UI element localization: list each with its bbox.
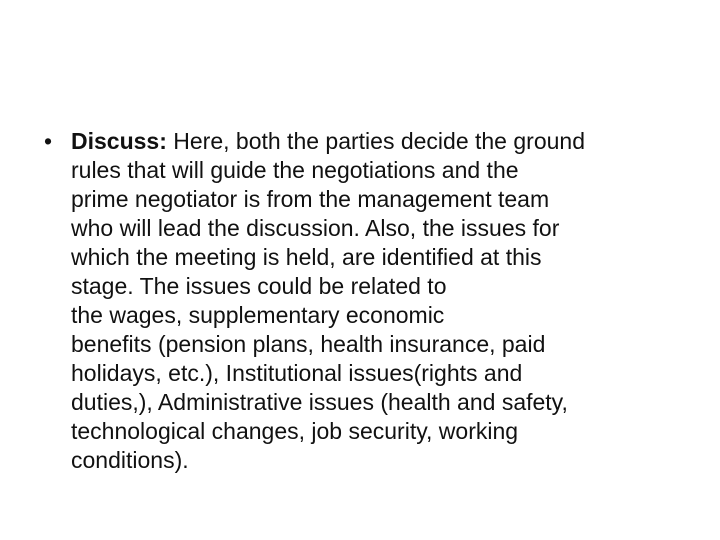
bullet-line-6: stage. The issues could be related to [71,273,447,299]
bullet-line-2: rules that will guide the negotiations and the [71,157,519,183]
bullet-line-12: conditions). [71,447,189,473]
bullet-line-7: the wages, supplementary economic [71,302,445,328]
bullet-line-10: duties,), Administrative issues (health and safety, [71,389,568,415]
bullet-line-1-text: Here, both the parties decide the ground [166,128,585,154]
bullet-line-3: prime negotiator is from the management team [71,186,550,212]
bullet-line-1 [71,127,585,156]
bullet-marker: • [44,128,53,154]
bullet-line-5: which the meeting is held, are identified at this [71,244,542,270]
bullet-lead-term: Discuss: [71,128,167,154]
bullet-text [71,127,585,475]
bullet-line-4: who will lead the discussion. Also, the issues for [71,215,560,241]
bullet-line-9: holidays, etc.), Institutional issues(rights and [71,360,523,386]
bullet-line-8: benefits (pension plans, health insurance, paid [71,331,546,357]
bullet-line-11: technological changes, job security, working [71,418,519,444]
